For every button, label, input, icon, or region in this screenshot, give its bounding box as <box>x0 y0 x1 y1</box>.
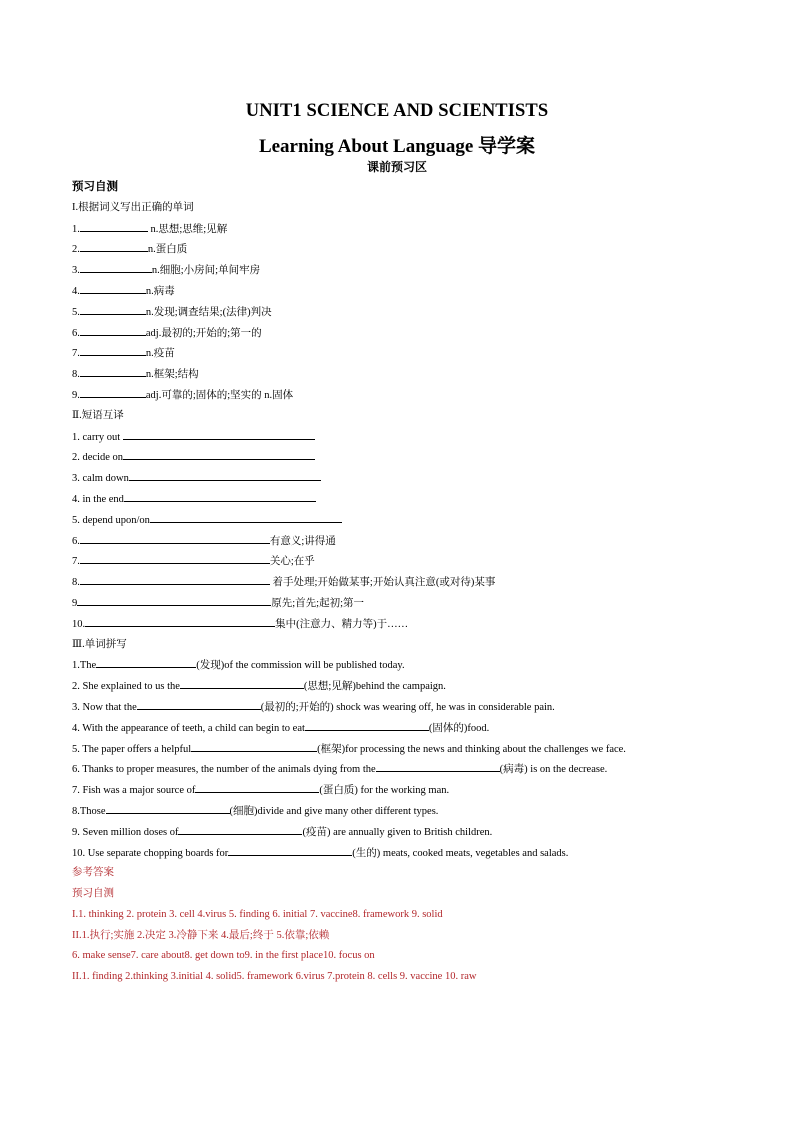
answer-blank[interactable] <box>376 759 500 772</box>
sentence-start: 2. She explained to us the <box>72 681 180 693</box>
part3-item <box>72 801 732 822</box>
part2-item <box>72 572 732 593</box>
answers-heading: 参考答案 <box>72 867 114 879</box>
part3-item <box>72 822 732 843</box>
part1-item <box>72 323 732 344</box>
sentence-end: (框架)for processing the news and thinking about the challenges we face. <box>317 743 626 755</box>
document-subtitle: Learning About Language 导学案 <box>258 136 536 157</box>
phrase-en: 2. decide on <box>72 452 124 464</box>
answer-blank[interactable] <box>191 739 317 752</box>
item-number: 8. <box>72 577 80 589</box>
part3-item <box>72 697 732 718</box>
item-hint: n.蛋白质 <box>147 244 188 256</box>
answer-line: 6. make sense7. care about8. get down to9. in the first place10. focus on <box>72 950 375 962</box>
sentence-end: (生的) meats, cooked meats, vegetables and salads. <box>352 847 569 859</box>
item-hint: n.细胞;小房间;单间牢房 <box>151 265 261 277</box>
answer-blank[interactable] <box>123 427 315 440</box>
item-number: 9. <box>72 389 80 401</box>
item-number: 2. <box>72 244 80 256</box>
answer-blank[interactable] <box>85 614 275 627</box>
answer-blank[interactable] <box>80 323 146 336</box>
answer-blank[interactable] <box>80 572 270 585</box>
item-number: 8. <box>72 369 80 381</box>
sentence-end: (思想;见解)behind the campaign. <box>303 681 446 693</box>
part1-item <box>72 260 732 281</box>
answer-blank[interactable] <box>80 531 270 544</box>
answer-blank[interactable] <box>150 510 342 523</box>
phrase-cn: 关心;在乎 <box>269 556 315 568</box>
part3-item <box>72 676 732 697</box>
item-hint: n.病毒 <box>145 285 175 297</box>
answer-line: II.1.执行;实施 2.决定 3.冷静下来 4.最后;终于 5.依靠;依赖 <box>72 929 330 941</box>
answer-blank[interactable] <box>80 343 146 356</box>
part2-item <box>72 614 732 635</box>
phrase-cn: 原先;首先;起初;第一 <box>271 597 365 609</box>
part2-item <box>72 468 732 489</box>
answer-blank[interactable] <box>180 676 304 689</box>
sentence-end: (最初的;开始的) shock was wearing off, he was in considerable pain. <box>260 701 555 713</box>
answer-blank[interactable] <box>178 822 302 835</box>
part2-heading: Ⅱ.短语互译 <box>72 409 124 421</box>
part3-item <box>72 739 732 760</box>
item-hint: n.发现;调查结果;(法律)判决 <box>145 306 272 318</box>
item-hint: n.疫苗 <box>145 348 175 360</box>
part3-item <box>72 655 732 676</box>
part1-item <box>72 385 732 406</box>
part3-item <box>72 780 732 801</box>
answer-blank[interactable] <box>80 260 152 273</box>
document-title: UNIT1 SCIENCE AND SCIENTISTS <box>245 101 549 121</box>
answer-line: II.1. finding 2.thinking 3.initial 4. solid5. framework 6.virus 7.protein 8. cells 9. vaccine 10. raw <box>72 971 477 983</box>
phrase-cn: 有意义;讲得通 <box>269 535 336 547</box>
answer-blank[interactable] <box>124 489 316 502</box>
sentence-start: 5. The paper offers a helpful <box>72 743 192 755</box>
phrase-en: 3. calm down <box>72 473 129 485</box>
answer-blank[interactable] <box>80 385 146 398</box>
part3-item <box>72 759 732 780</box>
answer-blank[interactable] <box>106 801 230 814</box>
item-number: 7. <box>72 556 80 568</box>
sentence-start: 10. Use separate chopping boards for <box>72 847 229 859</box>
part2-item <box>72 489 732 510</box>
item-number: 10. <box>72 618 86 630</box>
sentence-start: 7. Fish was a major source of <box>72 785 196 797</box>
sentence-end: (细胞)divide and give many other different types. <box>229 805 439 817</box>
part3-item <box>72 843 732 864</box>
part1-item <box>72 343 732 364</box>
item-hint: n.思想;思维;见解 <box>147 223 228 235</box>
answer-blank[interactable] <box>77 593 271 606</box>
part3-item <box>72 718 732 739</box>
answer-blank[interactable] <box>80 219 148 232</box>
part1-item <box>72 364 732 385</box>
answer-blank[interactable] <box>80 239 148 252</box>
sentence-end: (疫苗) are annually given to British children. <box>302 826 493 838</box>
item-hint: n.框架;结构 <box>145 369 199 381</box>
part2-item <box>72 531 732 552</box>
phrase-en: 5. depend upon/on <box>72 514 150 526</box>
item-number: 6. <box>72 535 80 547</box>
sentence-end: (蛋白质) for the working man. <box>319 785 450 797</box>
item-number: 6. <box>72 327 80 339</box>
item-number: 4. <box>72 285 80 297</box>
part1-item <box>72 302 732 323</box>
sentence-start: 9. Seven million doses of <box>72 826 179 838</box>
answer-blank[interactable] <box>80 551 270 564</box>
answer-line: I.1. thinking 2. protein 3. cell 4.virus 5. finding 6. initial 7. vaccine8. framework 9. solid <box>72 908 443 920</box>
part1-item <box>72 281 732 302</box>
answer-blank[interactable] <box>228 843 352 856</box>
part1-item <box>72 239 732 260</box>
answer-blank[interactable] <box>129 468 321 481</box>
answer-blank[interactable] <box>195 780 319 793</box>
part1-item <box>72 219 732 240</box>
answer-blank[interactable] <box>96 655 196 668</box>
phrase-cn: 着手处理;开始做某事;开始认真注意(或对待)某事 <box>269 577 496 589</box>
item-number: 5. <box>72 306 80 318</box>
item-number: 7. <box>72 348 80 360</box>
sentence-start: 8.Those <box>72 805 106 817</box>
item-number: 9 <box>72 597 78 609</box>
section-label: 课前预习区 <box>366 160 427 174</box>
part2-item <box>72 593 732 614</box>
part3-heading: Ⅲ.单词拼写 <box>72 638 127 650</box>
phrase-cn: 集中(注意力、精力等)于…… <box>275 618 409 630</box>
part2-item <box>72 427 732 448</box>
answer-blank[interactable] <box>305 718 429 731</box>
sentence-start: 6. Thanks to proper measures, the number of the animals dying from the <box>72 764 376 776</box>
answer-blank[interactable] <box>137 697 261 710</box>
phrase-en: 4. in the end <box>72 493 124 505</box>
sentence-end: (固体的)food. <box>428 722 490 734</box>
sentence-start: 1.The <box>72 660 97 672</box>
part2-item <box>72 447 732 468</box>
item-number: 3. <box>72 265 80 277</box>
item-hint: adj.最初的;开始的;第一的 <box>145 327 262 339</box>
answers-subheading: 预习自测 <box>72 888 114 900</box>
sentence-end: (发现)of the commission will be published today. <box>196 660 405 672</box>
part2-item <box>72 510 732 531</box>
sentence-end: (病毒) is on the decrease. <box>499 764 608 776</box>
part1-heading: I.根据词义写出正确的单词 <box>72 201 194 213</box>
answer-blank[interactable] <box>80 364 146 377</box>
answer-blank[interactable] <box>80 281 146 294</box>
answer-blank[interactable] <box>80 302 146 315</box>
part2-item <box>72 551 732 572</box>
sentence-start: 3. Now that the <box>72 701 137 713</box>
worksheet-body <box>72 177 732 988</box>
preview-heading: 预习自测 <box>72 181 118 193</box>
item-hint: adj.可靠的;固体的;坚实的 n.固体 <box>145 389 294 401</box>
sentence-start: 4. With the appearance of teeth, a child can begin to eat <box>72 722 305 734</box>
phrase-en: 1. carry out <box>72 431 123 443</box>
answer-blank[interactable] <box>123 447 315 460</box>
item-number: 1. <box>72 223 80 235</box>
